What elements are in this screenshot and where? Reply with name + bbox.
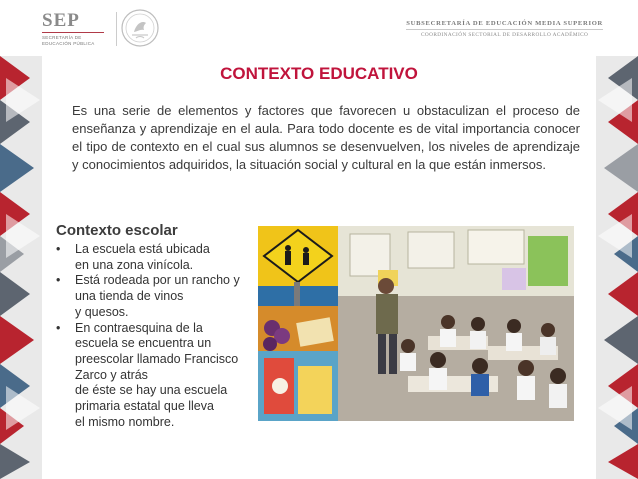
bullet-line: La escuela está ubicada bbox=[75, 242, 210, 256]
bullet-line: el mismo nombre. bbox=[75, 414, 175, 429]
header-divider bbox=[116, 12, 117, 46]
bullet-line: escuela se encuentra un bbox=[75, 336, 212, 351]
classroom-photo-collage bbox=[258, 226, 574, 421]
context-bullet-list bbox=[56, 242, 276, 430]
subsecretaria-subtitle: COORDINACIÓN SECTORIAL DE DESARROLLO ACADÉMICO bbox=[420, 32, 589, 38]
bullet-dot: • bbox=[56, 320, 61, 335]
bullet-dot: • bbox=[56, 273, 61, 288]
bullet-line: Está rodeada por un rancho y bbox=[75, 273, 240, 288]
sep-logo-rule bbox=[42, 32, 104, 33]
intro-paragraph: Es una serie de elementos y factores que favorecen u obstaculizan el proceso de enseñanza y aprendizaje en el aula. Para todo docente es de vital importancia conocer el tipo de contexto en el cual sus alumnos se desenvuelven, los niveles de aprendizaje y conocimientos adquiridos, la situación social y cultural en la que están inmersos. bbox=[72, 103, 580, 172]
right-decorative-pattern bbox=[596, 56, 638, 479]
left-decorative-pattern bbox=[0, 56, 42, 479]
bullet-line: de éste se hay una escuela bbox=[75, 383, 228, 398]
bullet-item bbox=[56, 321, 276, 431]
bullet-item bbox=[56, 273, 276, 320]
bullet-line: primaria estatal que lleva bbox=[75, 399, 214, 414]
subsecretaria-title: SUBSECRETARÍA DE EDUCACIÓN MEDIA SUPERIOR bbox=[406, 20, 603, 27]
bullet-line: en una zona vinícola. bbox=[75, 257, 194, 272]
subsecretaria-label bbox=[406, 20, 603, 38]
sep-logo-subtitle-1: SECRETARÍA DE bbox=[42, 35, 82, 40]
subsecretaria-rule bbox=[406, 29, 603, 30]
sep-logo-subtitle-2: EDUCACIÓN PÚBLICA bbox=[42, 41, 95, 46]
bullet-line: preescolar llamado Francisco bbox=[75, 351, 239, 366]
sep-logo-text: SEP bbox=[42, 10, 80, 31]
bullet-line: En contraesquina de la bbox=[75, 320, 203, 335]
bullet-item bbox=[56, 242, 276, 273]
section-heading: Contexto escolar bbox=[56, 222, 178, 239]
sep-logo bbox=[42, 10, 114, 48]
bullet-line: y quesos. bbox=[75, 304, 129, 319]
bullet-dot: • bbox=[56, 242, 61, 256]
mexico-seal-icon bbox=[120, 8, 160, 48]
bullet-line: una tienda de vinos bbox=[75, 289, 184, 304]
slide-header bbox=[0, 0, 638, 56]
bullet-line: Zarco y atrás bbox=[75, 367, 148, 382]
slide-title: CONTEXTO EDUCATIVO bbox=[220, 64, 418, 83]
